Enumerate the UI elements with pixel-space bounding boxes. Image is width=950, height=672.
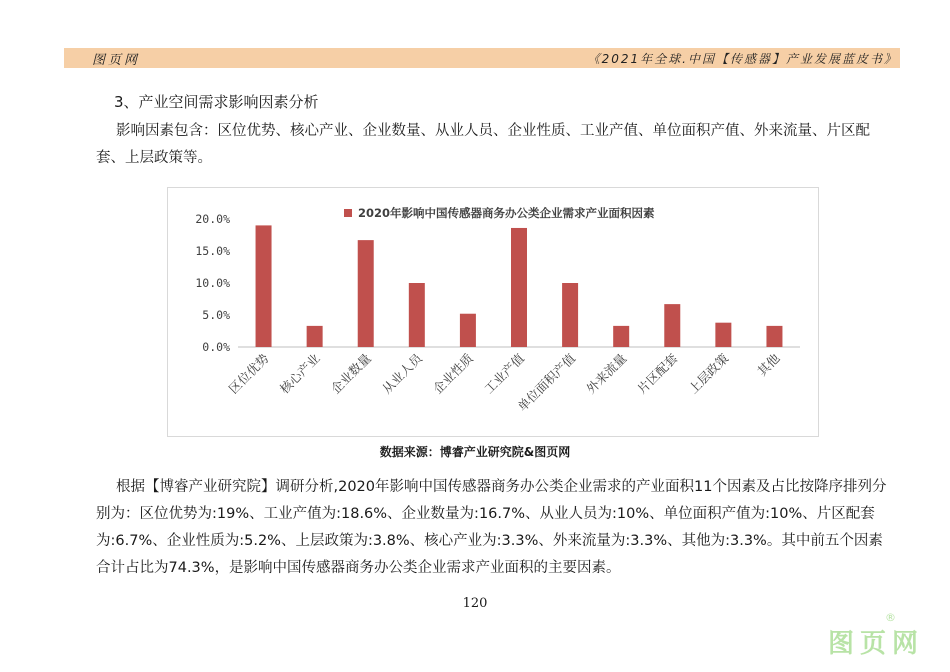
bar	[256, 225, 272, 347]
intro-paragraph	[96, 118, 896, 172]
bar-chart	[167, 187, 819, 437]
bar	[460, 314, 476, 347]
legend-label: 2020年影响中国传感器商务办公类企业需求产业面积因素	[358, 206, 655, 220]
bar	[409, 283, 425, 347]
bar-chart-svg	[168, 188, 818, 436]
y-tick-label: 20.0%	[195, 212, 230, 226]
bar	[307, 326, 323, 347]
bar	[613, 326, 629, 347]
x-tick-label: 核心产业	[276, 350, 323, 397]
analysis-paragraph-text: 根据【博睿产业研究院】调研分析,2020年影响中国传感器商务办公类企业需求的产业面积11个因素及占比按降序排列分别为：区位优势为:19%、工业产值为:18.6%、企业数量为:16.7%、从业人员为:10%、单位面积产值为:10%、片区配套为:6.7%、企业性质为:5.2%、上层政策为:3.8%、核心产业为:3.3%、外来流量为:3.3%、其他为:3.3%。其中前五个因素合计占比为74.3%，是影响中国传感器商务办公类企业需求产业面积的主要因素。	[96, 479, 887, 576]
section-heading: 3、产业空间需求影响因素分析	[114, 93, 319, 111]
chart-caption: 数据来源：博睿产业研究院&图页网	[379, 445, 571, 459]
bar	[664, 304, 680, 347]
x-tick-label: 单位面积产值	[514, 350, 579, 415]
bar	[358, 240, 374, 347]
watermark-registered-mark: ®	[885, 611, 896, 624]
y-tick-label: 0.0%	[202, 340, 230, 354]
bar	[766, 326, 782, 347]
y-tick-label: 15.0%	[195, 244, 230, 258]
bar	[511, 228, 527, 347]
page-number: 120	[462, 596, 488, 611]
bar	[562, 283, 578, 347]
y-tick-label: 5.0%	[202, 308, 230, 322]
header-brand: 图页网	[92, 53, 141, 68]
legend-swatch	[344, 209, 352, 217]
x-tick-label: 其他	[754, 350, 783, 379]
watermark-logo: 图页网	[828, 629, 925, 659]
analysis-paragraph	[96, 474, 896, 582]
y-tick-label: 10.0%	[195, 276, 230, 290]
intro-paragraph-text: 影响因素包含：区位优势、核心产业、企业数量、从业人员、企业性质、工业产值、单位面积产值、外来流量、片区配套、上层政策等。	[96, 123, 870, 166]
x-tick-label: 企业性质	[430, 350, 477, 397]
x-tick-label: 上层政策	[685, 350, 732, 397]
header-report-title: 《2021年全球.中国【传感器】产业发展蓝皮书》	[587, 52, 898, 66]
x-tick-label: 区位优势	[225, 350, 272, 397]
x-tick-label: 从业人员	[378, 350, 425, 397]
x-tick-label: 外来流量	[583, 350, 630, 397]
x-tick-label: 片区配套	[634, 350, 681, 397]
bar	[715, 323, 731, 347]
x-tick-label: 企业数量	[327, 350, 374, 397]
x-tick-label: 工业产值	[481, 350, 528, 397]
header-band	[64, 48, 900, 68]
